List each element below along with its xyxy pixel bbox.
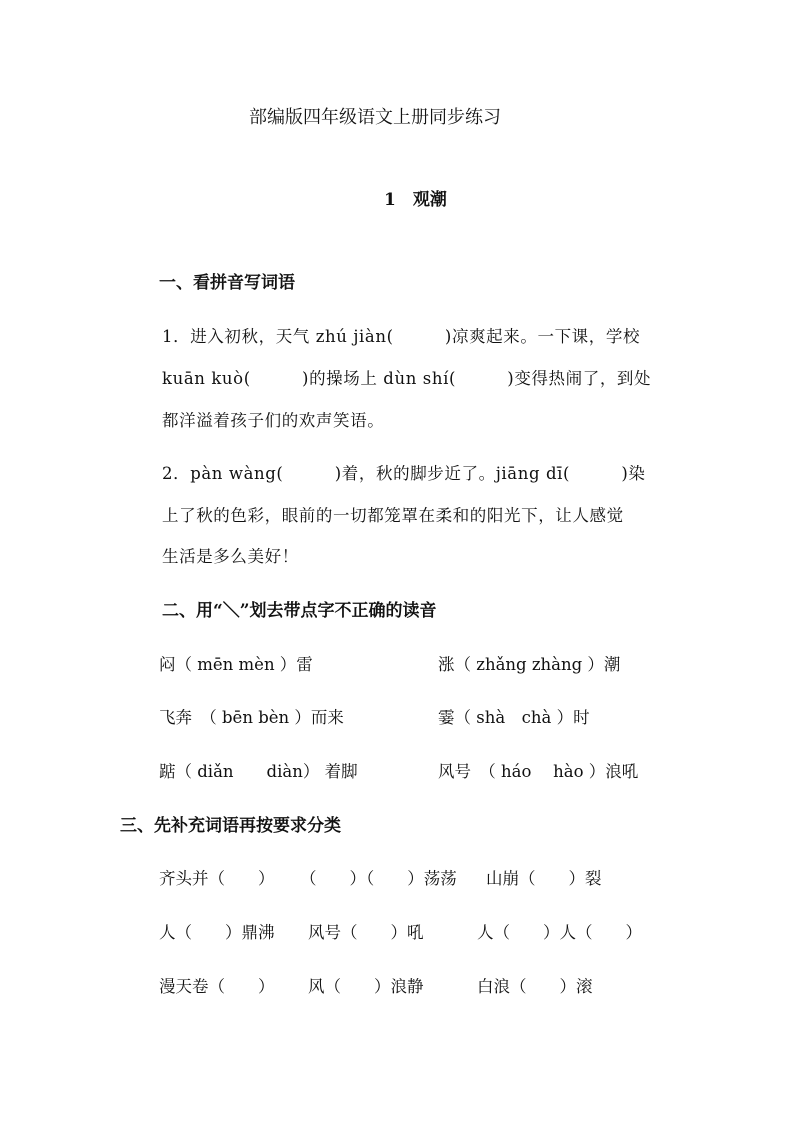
idiom-fill-item: 漫天卷（ ）: [159, 977, 275, 996]
lesson-title: 1 观潮: [384, 190, 447, 210]
idiom-fill-item: 风（ ）浪静: [308, 977, 424, 996]
section3-heading: 三、先补充词语再按要求分类: [120, 816, 341, 836]
q1-line-3: 都洋溢着孩子们的欢声笑语。: [162, 411, 385, 430]
q2-line-3: 生活是多么美好！: [162, 547, 299, 566]
section1-heading: 一、看拼音写词语: [159, 273, 295, 293]
idiom-fill-item: 人（ ）鼎沸: [159, 923, 275, 942]
idiom-fill-item: 风号（ ）吼: [308, 923, 424, 942]
pronunciation-item: 霎（ shà chà ）时: [438, 708, 590, 727]
idiom-fill-item: 人（ ）人（ ）: [477, 923, 642, 942]
idiom-fill-item: 山崩（ ）裂: [486, 869, 602, 888]
idiom-fill-item: （ ）（ ）荡荡: [300, 869, 457, 888]
pronunciation-item: 飞奔 （ bēn bèn ）而来: [159, 708, 344, 727]
pronunciation-item: 闷（ mēn mèn ）雷: [159, 655, 313, 674]
q2-line-1: 2．pàn wàng( )着，秋的脚步近了。jiāng dī( )染: [162, 464, 646, 483]
idiom-fill-item: 白浪（ ）滚: [477, 977, 593, 996]
q1-line-2: kuān kuò( )的操场上 dùn shí( )变得热闹了，到处: [162, 369, 652, 388]
pronunciation-item: 风号 （ háo hào ）浪吼: [438, 762, 639, 781]
pronunciation-item: 涨（ zhǎng zhàng ）潮: [438, 655, 621, 674]
idiom-fill-item: 齐头并（ ）: [159, 869, 275, 888]
q2-line-2: 上了秋的色彩，眼前的一切都笼罩在柔和的阳光下，让人感觉: [162, 506, 624, 525]
document-title: 部编版四年级语文上册同步练习: [249, 107, 501, 128]
section2-heading: 二、用“＼”划去带点字不正确的读音: [162, 601, 437, 621]
q1-line-1: 1．进入初秋，天气 zhú jiàn( )凉爽起来。一下课，学校: [162, 327, 641, 346]
pronunciation-item: 踮（ diǎn diàn） 着脚: [159, 762, 358, 781]
